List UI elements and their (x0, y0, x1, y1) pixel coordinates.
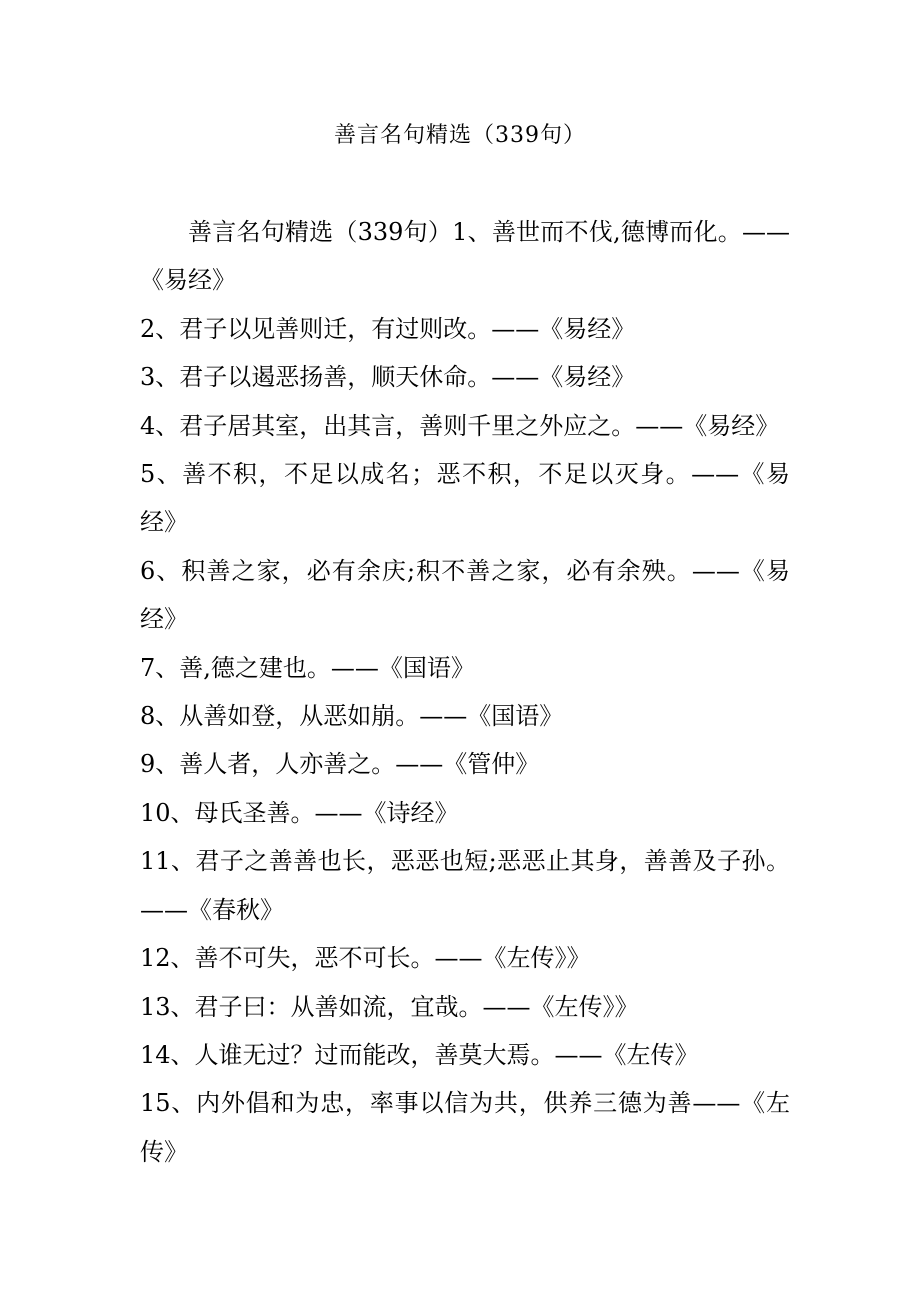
document-title: 善言名句精选（339句） (334, 123, 586, 148)
quote-paragraph-1: 善言名句精选（339句）1、善世而不伐,德博而化。——《易经》 (140, 218, 790, 295)
quote-paragraph-7: 7、善,德之建也。——《国语》 (140, 653, 475, 682)
quote-paragraph-2: 2、君子以见善则迁，有过则改。——《易经》 (140, 314, 636, 343)
quote-paragraph-6: 6、积善之家，必有余庆;积不善之家，必有余殃。——《易经》 (140, 556, 790, 634)
quote-paragraph-8: 8、从善如登，从恶如崩。——《国语》 (140, 702, 564, 731)
quote-paragraph-15: 15、内外倡和为忠，率事以信为共，供养三德为善——《左传》 (140, 1089, 790, 1166)
quote-paragraph-4: 4、君子居其室，出其言，善则千里之外应之。——《易经》 (140, 411, 780, 440)
quote-paragraph-10: 10、母氏圣善。——《诗经》 (140, 798, 459, 827)
quote-paragraph-3: 3、君子以遏恶扬善，顺天休命。——《易经》 (140, 363, 636, 392)
quote-paragraph-14: 14、人谁无过？过而能改，善莫大焉。——《左传》 (140, 1040, 699, 1069)
quote-paragraph-11: 11、君子之善善也长，恶恶也短;恶恶止其身，善善及子孙。——《春秋》 (140, 847, 790, 924)
quote-paragraph-9: 9、善人者，人亦善之。——《管仲》 (140, 750, 540, 779)
quote-paragraph-13: 13、君子曰：从善如流，宜哉。——《左传》》 (140, 992, 639, 1021)
quote-paragraph-5: 5、善不积，不足以成名；恶不积，不足以灭身。——《易经》 (140, 460, 790, 537)
document-body (140, 208, 790, 1176)
quote-paragraph-12: 12、善不可失，恶不可长。——《左传》》 (140, 944, 591, 973)
